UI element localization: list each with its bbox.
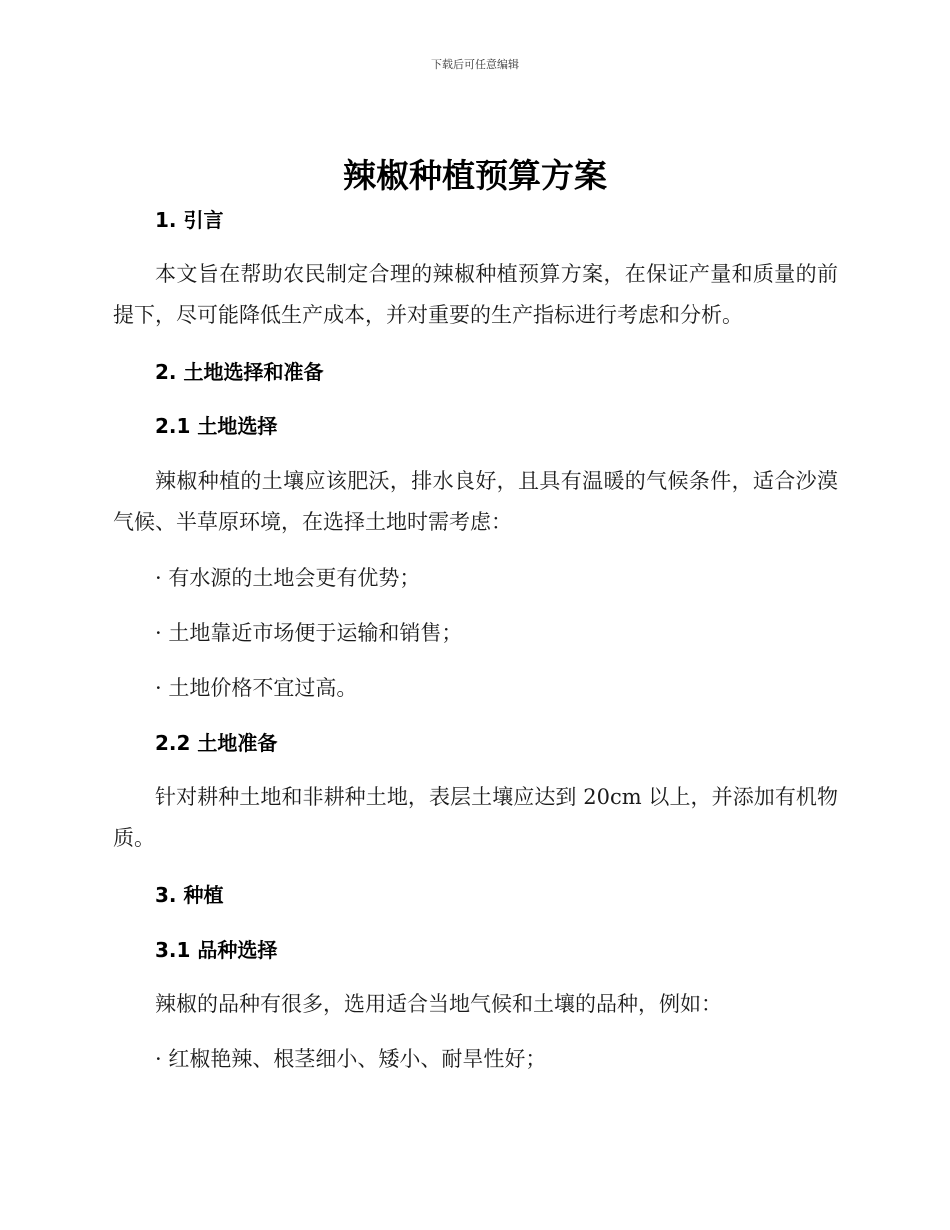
subsection-heading-land-preparation: 2.2 土地准备	[155, 731, 278, 755]
subsection-heading-land-selection: 2.1 土地选择	[155, 414, 278, 438]
variety-paragraph: 辣椒的品种有很多，选用适合当地气候和土壤的品种，例如：	[155, 992, 722, 1016]
list-item: · 土地价格不宜过高。	[155, 676, 358, 700]
page-header-note: 下载后可任意编辑	[431, 58, 519, 71]
section-heading-intro: 1. 引言	[155, 208, 224, 232]
list-item: · 土地靠近市场便于运输和销售；	[155, 621, 463, 645]
land-selection-paragraph: 辣椒种植的土壤应该肥沃，排水良好，且具有温暖的气候条件，适合沙漠气候、半草原环境，在选择土地时需考虑：	[113, 469, 838, 534]
intro-paragraph: 本文旨在帮助农民制定合理的辣椒种植预算方案，在保证产量和质量的前提下，尽可能降低生产成本，并对重要的生产指标进行考虑和分析。	[113, 262, 838, 327]
list-item: · 有水源的土地会更有优势；	[155, 566, 421, 590]
document-title: 辣椒种植预算方案	[343, 156, 607, 195]
section-heading-land: 2. 土地选择和准备	[155, 360, 324, 384]
section-heading-planting: 3. 种植	[155, 883, 224, 907]
list-item: · 红椒艳辣、根茎细小、矮小、耐旱性好；	[155, 1047, 547, 1071]
subsection-heading-variety: 3.1 品种选择	[155, 938, 278, 962]
land-preparation-paragraph: 针对耕种土地和非耕种土地，表层土壤应达到 20cm 以上，并添加有机物质。	[113, 785, 838, 850]
